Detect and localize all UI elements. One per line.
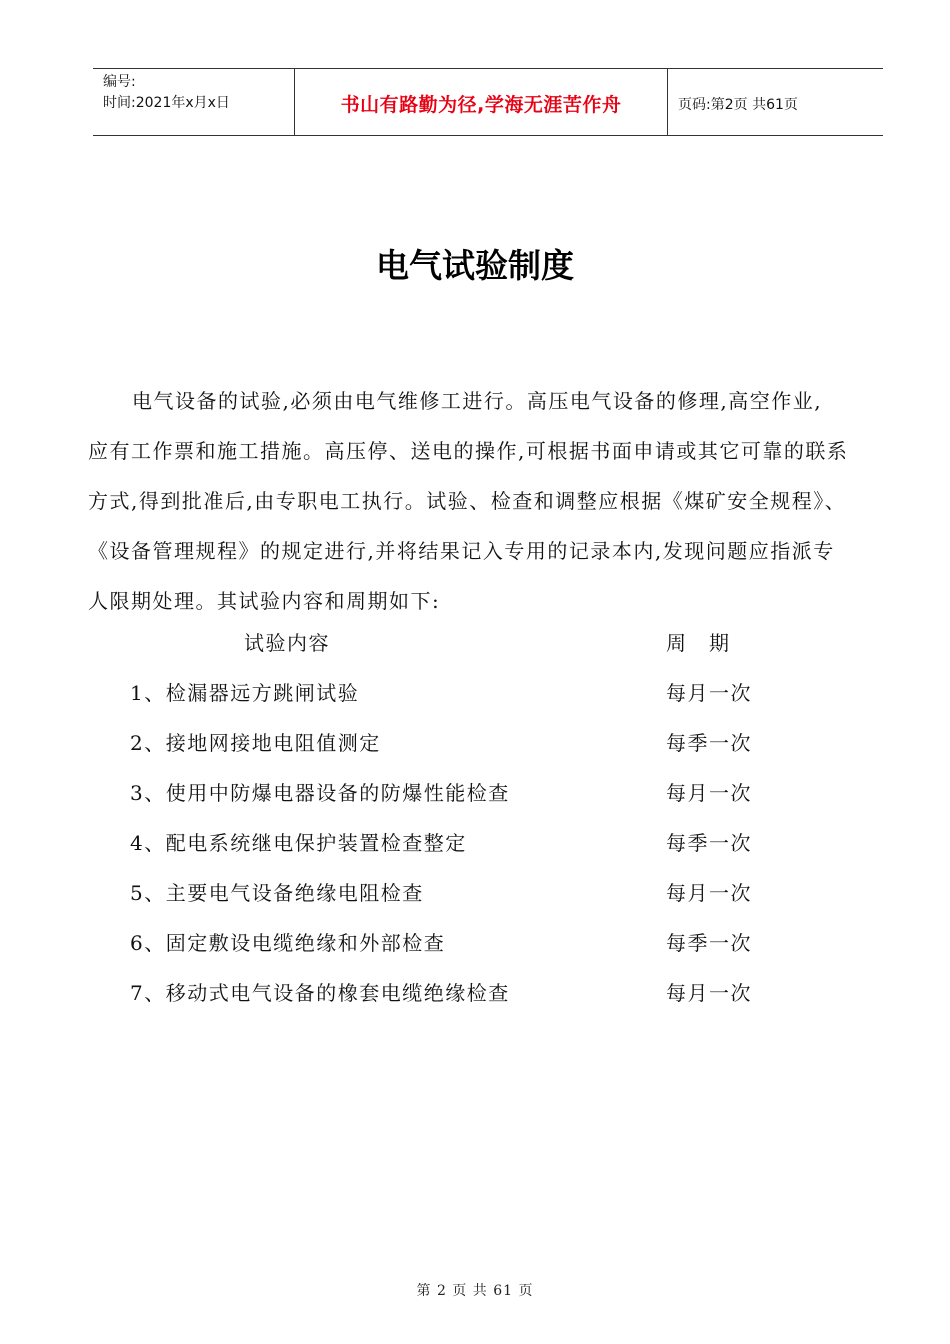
test-period: 每月一次 (666, 781, 752, 805)
document-title: 电气试验制度 (376, 246, 574, 285)
header-period: 周 期 (666, 631, 731, 655)
table-row (130, 727, 830, 777)
paragraph-line: 应有工作票和施工措施。高压停、送电的操作,可根据书面申请或其它可靠的联系 (88, 439, 849, 463)
test-period: 每季一次 (666, 731, 752, 755)
table-row (130, 827, 830, 877)
test-item: 7、移动式电气设备的橡套电缆绝缘检查 (130, 981, 510, 1005)
header-motto-cell (295, 69, 668, 135)
header-page-cell (668, 69, 883, 135)
test-item: 3、使用中防爆电器设备的防爆性能检查 (130, 781, 510, 805)
table-row (130, 877, 830, 927)
test-period: 每月一次 (666, 681, 752, 705)
table-row (130, 927, 830, 977)
test-period: 每季一次 (666, 831, 752, 855)
page-footer: 第 2 页 共 61 页 (416, 1283, 534, 1299)
paragraph-line: 方式,得到批准后,由专职电工执行。试验、检查和调整应根据《煤矿安全规程》、 (88, 489, 847, 513)
test-item: 5、主要电气设备绝缘电阻检查 (130, 881, 424, 905)
header-page-number: 页码:第2页 共61页 (678, 97, 798, 113)
header-meta-cell (93, 69, 295, 135)
header-test-content: 试验内容 (244, 631, 330, 655)
table-row (130, 677, 830, 727)
test-item: 2、接地网接地电阻值测定 (130, 731, 381, 755)
test-table-header (130, 627, 830, 657)
document-time-label: 时间:2021年x月x日 (103, 95, 230, 111)
test-item: 4、配电系统继电保护装置检查整定 (130, 831, 467, 855)
test-table-body (130, 677, 830, 1027)
table-row (130, 777, 830, 827)
document-number-label: 编号: (103, 74, 136, 90)
test-period: 每季一次 (666, 931, 752, 955)
header-motto: 书山有路勤为径,学海无涯苦作舟 (340, 94, 622, 116)
test-item: 1、检漏器远方跳闸试验 (130, 681, 360, 705)
test-period: 每月一次 (666, 981, 752, 1005)
paragraph-line: 人限期处理。其试验内容和周期如下: (88, 589, 441, 613)
page-header (93, 68, 883, 136)
test-period: 每月一次 (666, 881, 752, 905)
table-row (130, 977, 830, 1027)
test-item: 6、固定敷设电缆绝缘和外部检查 (130, 931, 446, 955)
paragraph-line: 电气设备的试验,必须由电气维修工进行。高压电气设备的修理,高空作业, (132, 389, 823, 413)
paragraph-line: 《设备管理规程》的规定进行,并将结果记入专用的记录本内,发现问题应指派专 (88, 539, 835, 563)
body-paragraph (88, 376, 908, 626)
